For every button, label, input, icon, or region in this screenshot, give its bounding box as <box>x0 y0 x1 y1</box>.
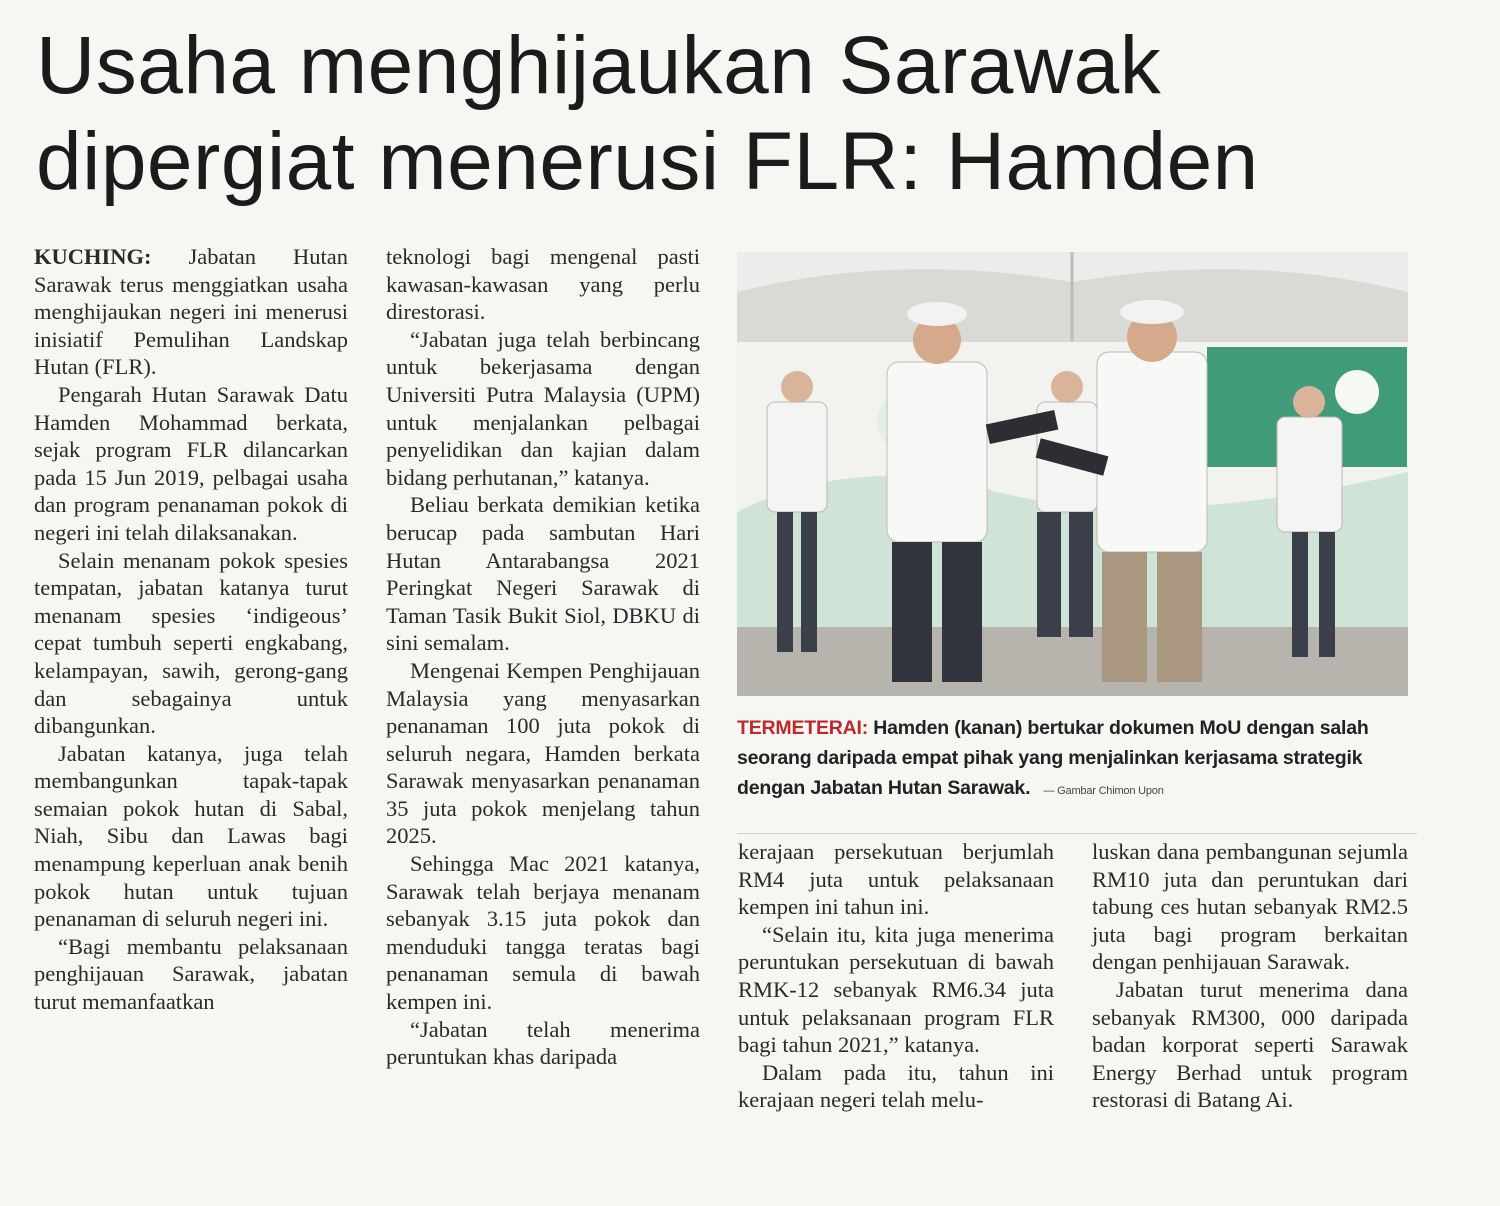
paragraph: KUCHING: Jabatan Hutan Sarawak terus menggiatkan usaha menghijaukan negeri ini menerusi inisiatif Pemulihan Landskap Hutan (FLR). <box>34 244 348 380</box>
paragraph: Jabatan katanya, juga telah membangunkan tapak-tapak semaian pokok hutan di Sabal, Niah, Sibu dan Lawas bagi menampung keperluan anak benih pokok hutan untuk tujuan penanaman di seluruh negeri ini. <box>34 740 348 932</box>
headline-line-1: Usaha menghijaukan Sarawak <box>36 20 1162 111</box>
paragraph: Jabatan turut menerima dana sebanyak RM300, 000 daripada badan korporat seperti Sarawak Energy Berhad untuk program restorasi di Batang Ai. <box>1092 976 1408 1113</box>
paragraph: Pengarah Hutan Sarawak Datu Hamden Mohammad berkata, sejak program FLR dilancarkan pada 15 Jun 2019, pelbagai usaha dan program penanaman pokok di negeri ini telah dilaksanakan. <box>34 381 348 545</box>
paragraph: “Bagi membantu pelaksanaan penghijauan Sarawak, jabatan turut memanfaatkan <box>34 933 348 1015</box>
dateline: KUCHING: <box>34 244 152 269</box>
paragraph: Selain menanam pokok spesies tempatan, jabatan katanya turut menanam spesies ‘indigeous’ cepat tumbuh seperti engkabang, kelampayan, sawih, gerong-gang dan sebagainya untuk dibangunkan. <box>34 547 348 739</box>
article-column-1 <box>34 243 348 1016</box>
photo-credit: — Gambar Chimon Upon <box>1043 785 1164 797</box>
paragraph: Dalam pada itu, tahun ini kerajaan negeri telah melu- <box>738 1059 1054 1113</box>
paragraph: “Jabatan juga telah berbincang untuk bekerjasama dengan Universiti Putra Malaysia (UPM) untuk menjalankan pelbagai penyelidikan dan kajian dalam bidang perhutanan,” katanya. <box>386 326 700 490</box>
paragraph: Beliau berkata demikian ketika berucap pada sambutan Hari Hutan Antarabangsa 2021 Peringkat Negeri Sarawak di Taman Tasik Bukit Siol, DBKU di sini semalam. <box>386 492 700 656</box>
paragraph: luskan dana pembangunan sejumla RM10 juta dan peruntukan dari tabung ces hutan sebanyak RM2.5 juta bagi program berkaitan dengan penhijauan Sarawak. <box>1092 839 1408 975</box>
paragraph: kerajaan persekutuan berjumlah RM4 juta untuk pelaksanaan kempen ini tahun ini. <box>738 839 1054 920</box>
caption-label: TERMETERAI: <box>737 717 869 739</box>
article-column-2 <box>386 243 700 1071</box>
paragraph: Sehingga Mac 2021 katanya, Sarawak telah berjaya menanam sebanyak 3.15 juta pokok dan menduduki tangga teratas bagi penanaman semula di bawah kempen ini. <box>386 851 700 1015</box>
headline <box>36 18 1476 210</box>
photo-illustration <box>737 252 1408 696</box>
paragraph: “Jabatan telah menerima peruntukan khas daripada <box>386 1016 700 1070</box>
paragraph: Mengenai Kempen Penghijauan Malaysia yang menyasarkan penanaman 100 juta pokok di seluruh negara, Hamden berkata Sarawak menyasarkan penanaman 35 juta pokok menjelang tahun 2025. <box>386 657 700 849</box>
news-photo <box>737 252 1408 696</box>
paragraph: teknologi bagi mengenal pasti kawasan-kawasan yang perlu direstorasi. <box>386 244 700 325</box>
article-column-4 <box>1092 838 1408 1114</box>
caption-text: Hamden (kanan) bertukar dokumen MoU dengan salah seorang daripada empat pihak yang menjalinkan kerjasama strategik dengan Jabatan Hutan Sarawak. <box>737 717 1369 799</box>
photo-caption <box>737 713 1417 806</box>
article-column-3 <box>738 838 1054 1114</box>
paragraph: “Selain itu, kita juga menerima peruntukan persekutuan di bawah RMK-12 sebanyak RM6.34 juta untuk pelaksanaan program FLR bagi tahun 2021,” katanya. <box>738 921 1054 1058</box>
headline-line-2: dipergiat menerusi FLR: Hamden <box>36 116 1259 207</box>
divider <box>737 833 1417 834</box>
